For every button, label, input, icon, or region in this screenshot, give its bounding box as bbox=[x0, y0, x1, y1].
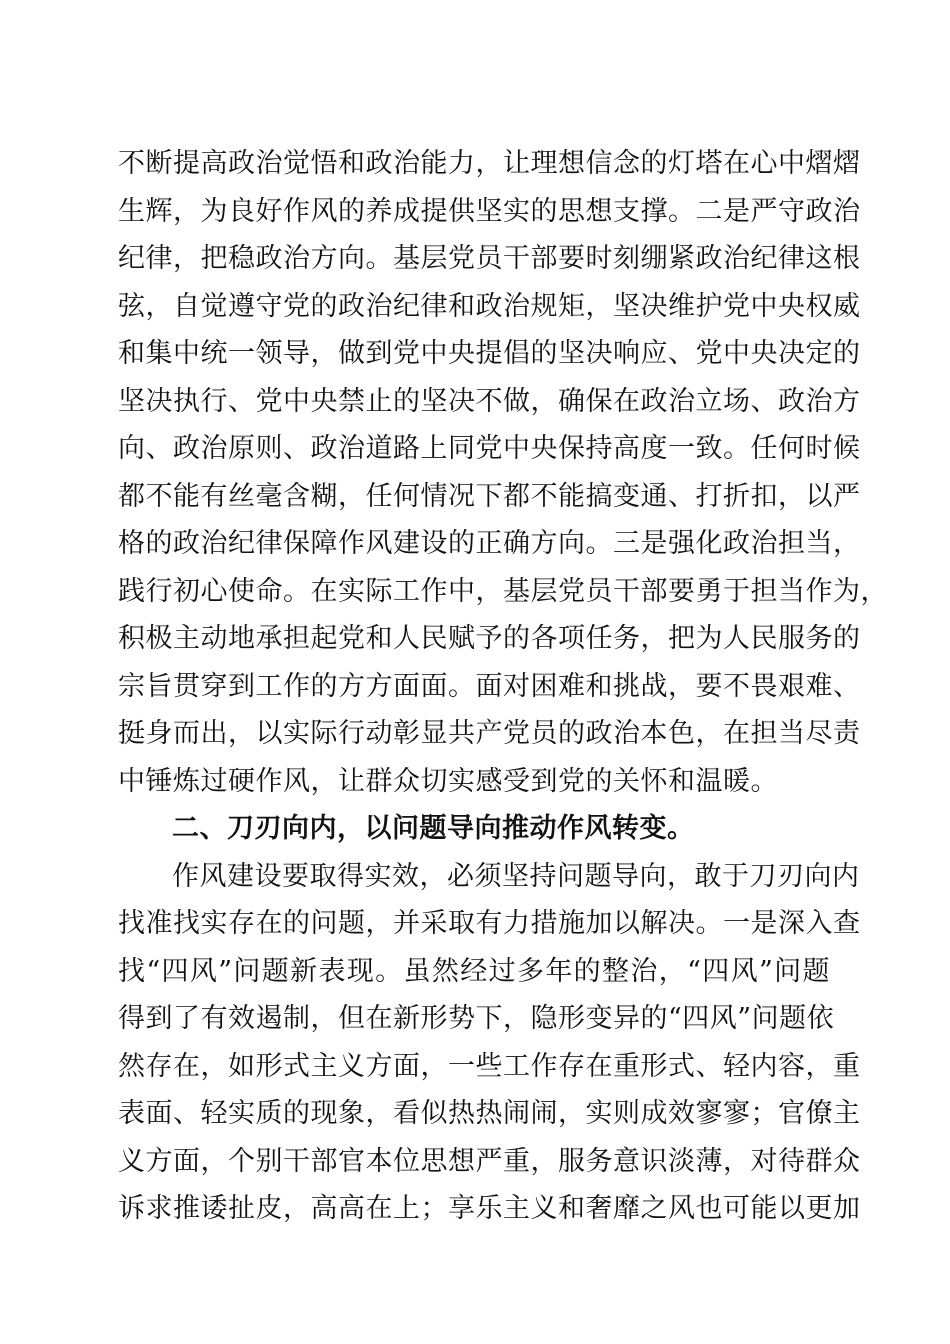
paragraph-line: 中锤炼过硬作风，让群众切实感受到党的关怀和温暖。 bbox=[118, 765, 778, 797]
paragraph-line: 作风建设要取得实效，必须坚持问题导向，敢于刀刃向内 bbox=[172, 860, 860, 892]
paragraph-line: 表面、轻实质的现象，看似热热闹闹，实则成效寥寥；官僚主 bbox=[118, 1098, 861, 1129]
paragraph-line: 向、政治原则、政治道路上同党中央保持高度一致。任何时候 bbox=[118, 433, 861, 464]
paragraph-line: 挺身而出，以实际行动彰显共产党员的政治本色，在担当尽责 bbox=[118, 718, 861, 749]
paragraph-line: 然存在，如形式主义方面，一些工作存在重形式、轻内容，重 bbox=[118, 1050, 861, 1082]
paragraph-line: 找“四风”问题新表现。虽然经过多年的整治，“四风”问题 bbox=[118, 955, 830, 987]
paragraph-line: 坚决执行、党中央禁止的坚决不做，确保在政治立场、政治方 bbox=[118, 385, 861, 417]
paragraph-line: 诉求推诿扯皮，高高在上；享乐主义和奢靡之风也可能以更加 bbox=[118, 1193, 861, 1224]
paragraph-line: 和集中统一领导，做到党中央提倡的坚决响应、党中央决定的 bbox=[118, 338, 861, 369]
paragraph-line: 义方面，个别干部官本位思想严重，服务意识淡薄，对待群众 bbox=[118, 1145, 861, 1177]
paragraph-line: 宗旨贯穿到工作的方方面面。面对困难和挑战，要不畏艰难、 bbox=[118, 670, 861, 702]
paragraph-line: 生辉，为良好作风的养成提供坚实的思想支撑。二是严守政治 bbox=[118, 195, 861, 227]
paragraph-line: 弦，自觉遵守党的政治纪律和政治规矩，坚决维护党中央权威 bbox=[118, 290, 861, 322]
paragraph-line: 不断提高政治觉悟和政治能力，让理想信念的灯塔在心中熠熠 bbox=[118, 148, 861, 179]
paragraph-line: 践行初心使命。在实际工作中，基层党员干部要勇于担当作为， bbox=[118, 575, 888, 607]
paragraph-line: 格的政治纪律保障作风建设的正确方向。三是强化政治担当， bbox=[118, 528, 861, 559]
paragraph-line: 得到了有效遏制，但在新形势下，隐形变异的“四风”问题依 bbox=[118, 1003, 835, 1034]
paragraph-line: 都不能有丝毫含糊，任何情况下都不能搞变通、打折扣，以严 bbox=[118, 480, 861, 512]
paragraph-line: 积极主动地承担起党和人民赋予的各项任务，把为人民服务的 bbox=[118, 623, 861, 654]
paragraph-line: 找准找实存在的问题，并采取有力措施加以解决。一是深入查 bbox=[118, 908, 861, 939]
paragraph-line: 纪律，把稳政治方向。基层党员干部要时刻绷紧政治纪律这根 bbox=[118, 243, 861, 274]
document-body bbox=[118, 140, 888, 1233]
section-heading: 二、刀刃向内，以问题导向推动作风转变。 bbox=[172, 813, 695, 844]
